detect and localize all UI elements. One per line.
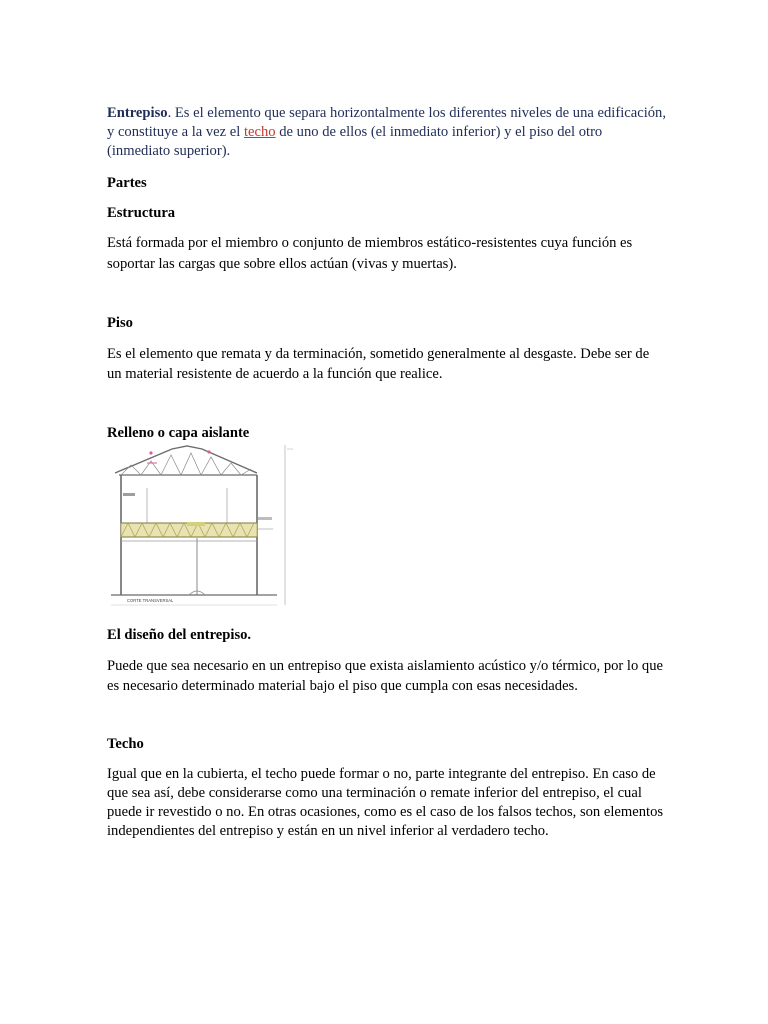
floor-label-block [187,522,205,526]
figure-caption: CORTE TRANSVERSAL [127,598,174,603]
intro-text-a: . Es el elemento que separa horizontalmente los diferentes niveles de una edificación, y constituye a la vez el [107,105,666,140]
intro-paragraph [107,104,667,161]
diseno-body: Puede que sea necesario en un entrepiso que exista aislamiento acústico y/o térmico, por lo que es necesario determinado material bajo el piso que cumpla con esas necesidades. [107,658,664,694]
heading-estructura: Estructura [107,205,176,221]
heading-partes: Partes [107,175,147,191]
document-page-lower [107,626,667,841]
term-entrepiso: Entrepiso [107,105,168,121]
heading-techo: Techo [107,736,144,752]
label-mark-left [123,493,135,496]
heading-diseno: El diseño del entrepiso. [107,627,252,643]
techo-link[interactable]: techo [243,124,276,140]
intro-text-b: de uno de ellos (el inmediato inferior) y el piso del otro (inmediato superior). [107,124,603,159]
document-page [107,104,667,443]
heading-relleno: Relleno o capa aislante [107,425,250,441]
piso-body: Es el elemento que remata y da terminación, sometido generalmente al desgaste. Debe ser de un material resistente de acuerdo a la función que realice. [107,346,650,382]
cross-section-drawing [107,443,293,608]
techo-body: Igual que en la cubierta, el techo puede formar o no, parte integrante del entrepiso. En caso de que sea así, debe considerarse como una terminación o remate inferior del entrepiso, el cual puede ir revestido o no. En otras ocasiones, como es el caso de los falsos techos, son elementos independientes del entrepiso y están en un nivel inferior al verdadero techo. [107,766,664,839]
entrepiso-cross-section-figure [107,443,293,608]
roof-marker-right [207,450,210,453]
label-mark-right [258,517,272,520]
roof-marker-left [149,451,152,454]
heading-piso: Piso [107,315,133,331]
estructura-body: Está formada por el miembro o conjunto de miembros estático-resistentes cuya función es soportar las cargas que sobre ellos actúan (vivas y muertas). [107,235,633,272]
